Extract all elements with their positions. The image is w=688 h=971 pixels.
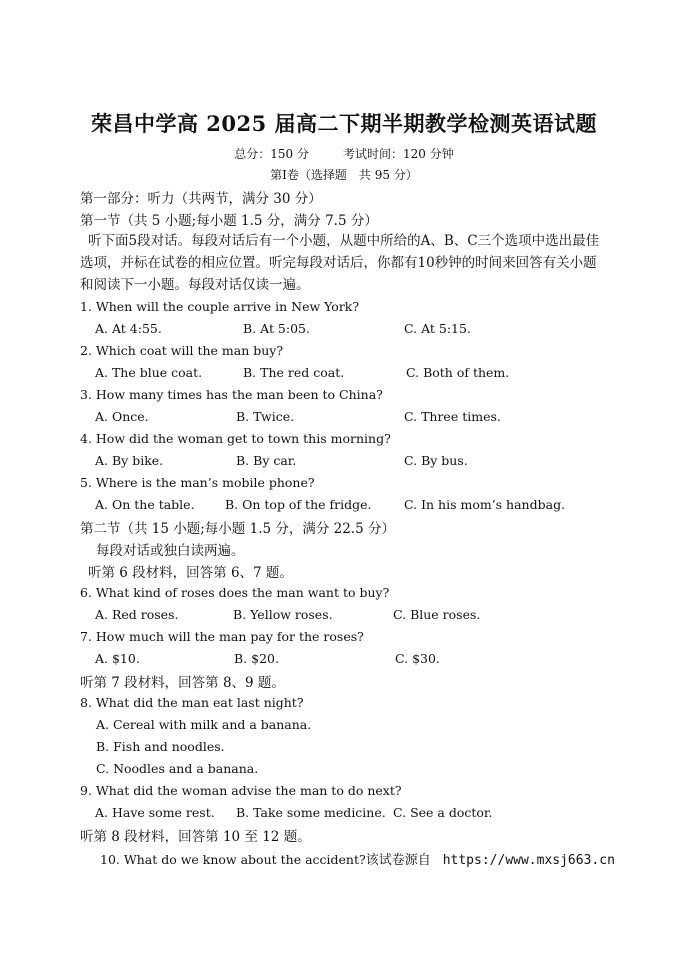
option-9a: A. Have some rest. [95, 805, 215, 820]
option-8a: A. Cereal with milk and a banana. [96, 717, 312, 732]
option-6a: A. Red roses. [95, 607, 179, 622]
option-1c: C. At 5:15. [404, 321, 471, 336]
question-8: 8. What did the man eat last night? [80, 695, 304, 710]
option-1a: A. At 4:55. [95, 321, 162, 336]
option-1b: B. At 5:05. [243, 321, 310, 336]
option-7a: A. $10. [95, 651, 140, 666]
option-5b: B. On top of the fridge. [225, 497, 372, 512]
question-3: 3. How many times has the man been to China? [80, 387, 383, 402]
option-9b: B. Take some medicine. [236, 805, 386, 820]
option-8b: B. Fish and noodles. [96, 739, 225, 754]
option-6c: C. Blue roses. [393, 607, 481, 622]
question-7: 7. How much will the man pay for the roses? [80, 629, 364, 644]
option-6b: B. Yellow roses. [233, 607, 333, 622]
material-8-heading: 听第 8 段材料，回答第 10 至 12 题。 [80, 829, 311, 845]
option-9c: C. See a doctor. [393, 805, 493, 820]
option-3a: A. Once. [95, 409, 149, 424]
option-5a: A. On the table. [95, 497, 195, 512]
section1-heading: 第一节（共 5 小题;每小题 1.5 分，满分 7.5 分） [80, 213, 378, 229]
part1-heading: 第一部分：听力（共两节，满分 30 分） [80, 191, 322, 207]
option-2b: B. The red coat. [243, 365, 345, 380]
section2-heading: 第二节（共 15 小题;每小题 1.5 分，满分 22.5 分） [80, 521, 396, 537]
question-10-line [100, 849, 615, 868]
material-7-heading: 听第 7 段材料，回答第 8、9 题。 [80, 675, 285, 691]
option-7b: B. $20. [234, 651, 279, 666]
option-2a: A. The blue coat. [95, 365, 203, 380]
question-9: 9. What did the woman advise the man to do next? [80, 783, 402, 798]
page-title: 荣昌中学高 2025 届高二下期半期教学检测英语试题 [90, 111, 598, 136]
option-7c: C. $30. [395, 651, 440, 666]
question-10: 10. What do we know about the accident? [100, 852, 366, 867]
option-3b: B. Twice. [236, 409, 295, 424]
material-6-heading: 听第 6 段材料，回答第 6、7 题。 [88, 565, 293, 581]
option-5c: C. In his mom’s handbag. [404, 497, 566, 512]
option-2c: C. Both of them. [406, 365, 510, 380]
option-4a: A. By bike. [95, 453, 164, 468]
watermark-text: 该试卷源自 [365, 853, 431, 868]
option-3c: C. Three times. [404, 409, 501, 424]
question-4: 4. How did the woman get to town this morning? [80, 431, 391, 446]
option-8c: C. Noodles and a banana. [96, 761, 259, 776]
section2-instructions: 每段对话或独白读两遍。 [96, 543, 245, 559]
exam-meta [0, 145, 688, 162]
question-1: 1. When will the couple arrive in New York? [80, 299, 360, 314]
watermark-url[interactable]: https://www.mxsj663.cn [442, 853, 615, 868]
question-2: 2. Which coat will the man buy? [80, 343, 284, 358]
exam-time: 考试时间：120 分钟 [343, 147, 454, 161]
option-4c: C. By bus. [404, 453, 468, 468]
section1-instructions: 听下面5段对话。每段对话后有一个小题，从题中所给的A、B、C三个选项中选出最佳选项，并标在试卷的相应位置。听完每段对话后，你都有10秒钟的时间来回答有关小题和阅读下一小题。每段对话仅读一遍。 [80, 233, 600, 293]
total-score: 总分：150 分 [234, 147, 309, 161]
question-6: 6. What kind of roses does the man want to buy? [80, 585, 390, 600]
option-4b: B. By car. [236, 453, 297, 468]
question-5: 5. Where is the man’s mobile phone? [80, 475, 315, 490]
volume-heading: 第Ⅰ卷（选择题 共 95 分） [270, 168, 418, 182]
